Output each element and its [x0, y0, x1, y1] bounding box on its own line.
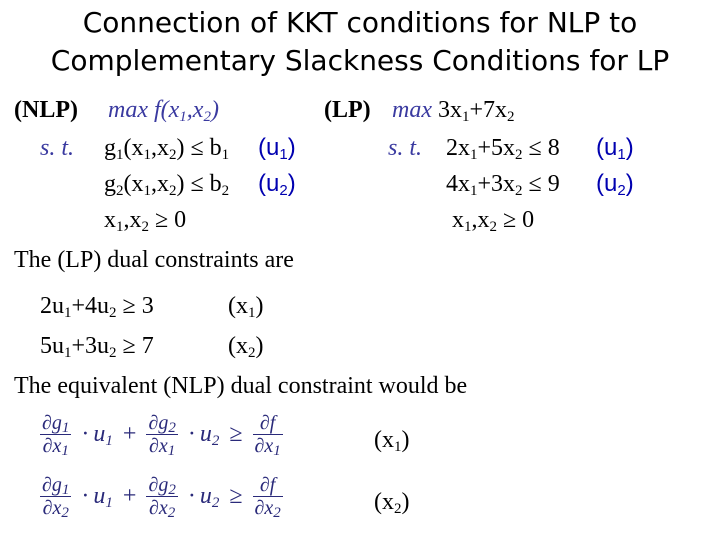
lp-dual-heading: The (LP) dual constraints are: [14, 247, 294, 273]
lp-multiplier-1: $(u_1)$: [596, 134, 634, 163]
nlp-nonnegativity: $x_1,x_2 \ge 0$: [104, 207, 187, 235]
lp-dual-var-1: $(x_1)$: [228, 293, 264, 321]
nlp-multiplier-2: $(u_2)$: [258, 170, 296, 199]
lp-constraint-2: $4x_1+3x_2 \le 9$: [446, 171, 560, 199]
nlp-dual-constraint-1: $\frac{\partial g_1}{\partial x_1}$ · $u_1$ + $\frac{\partial g_2}{\partial x_1}$ · $u_2$ ≥ $\frac{\partial f}{\partial x_1}$: [42, 412, 281, 459]
lp-constraint-1: $2x_1+5x_2 \le 8$: [446, 135, 560, 163]
nlp-constraint-1: $g_1(x_1,x_2) \le b_1$: [104, 135, 230, 163]
nlp-dual-var-1: $(x_1)$: [374, 427, 410, 455]
nlp-constraint-2: $g_2(x_1,x_2) \le b_2$: [104, 171, 230, 199]
nlp-dual-constraint-2: $\frac{\partial g_1}{\partial x_2}$ · $u_1$ + $\frac{\partial g_2}{\partial x_2}$ · $u_2$ ≥ $\frac{\partial f}{\partial x_2}$: [42, 474, 281, 521]
nlp-multiplier-1: $(u_1)$: [258, 134, 296, 163]
slide-title-line-2: Complementary Slackness Conditions for LP: [50, 44, 670, 77]
nlp-objective: $\max f(x_1,x_2)$: [108, 97, 219, 125]
nlp-dual-heading: The equivalent (NLP) dual constraint would be: [14, 373, 468, 399]
lp-dual-var-2: $(x_2)$: [228, 333, 264, 361]
lp-st-label: s. t.: [388, 135, 423, 161]
lp-nonnegativity: $x_1,x_2 \ge 0$: [452, 207, 535, 235]
lp-label: (LP): [324, 97, 371, 123]
nlp-st-label: s. t.: [40, 135, 75, 161]
lp-multiplier-2: $(u_2)$: [596, 170, 634, 199]
slide-title-line-1: Connection of KKT conditions for NLP to: [82, 6, 638, 39]
nlp-label: (NLP): [14, 97, 78, 123]
lp-dual-constraint-2: $5u_1+3u_2 \ge 7$: [40, 333, 154, 361]
lp-dual-constraint-1: $2u_1+4u_2 \ge 3$: [40, 293, 154, 321]
nlp-dual-var-2: $(x_2)$: [374, 489, 410, 517]
lp-objective: $\max 3x_1+7x_2$: [392, 97, 515, 125]
